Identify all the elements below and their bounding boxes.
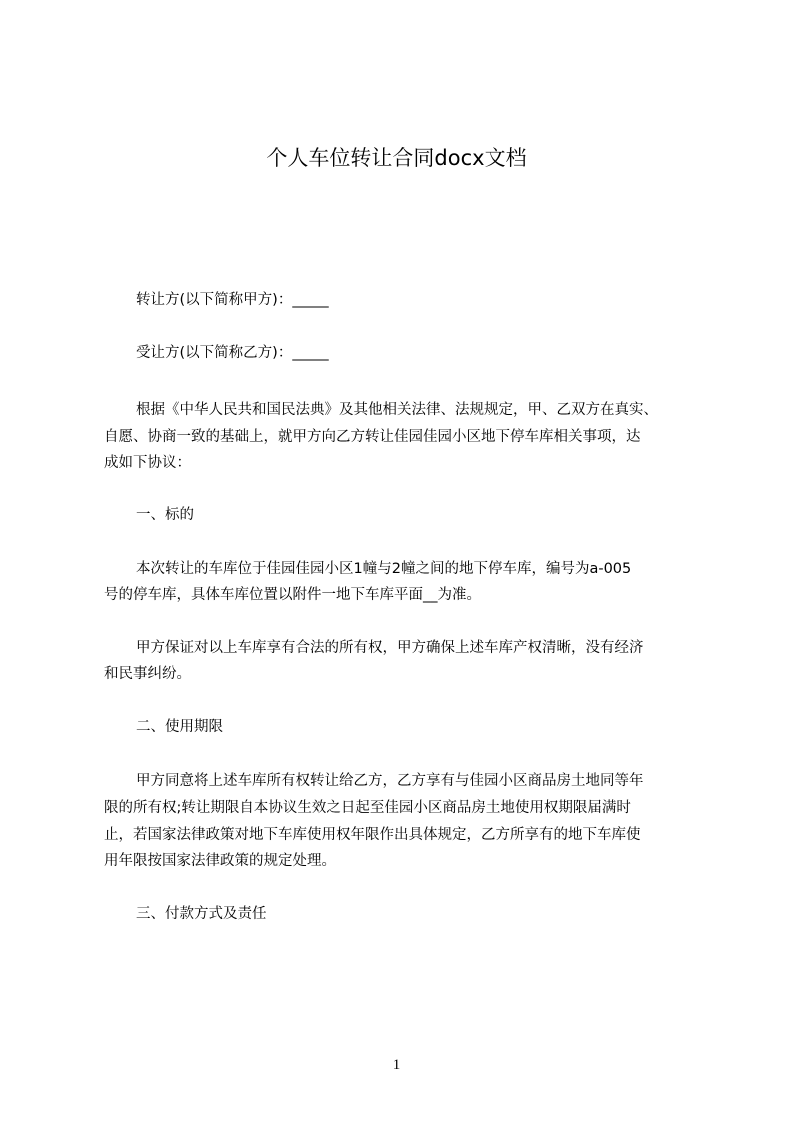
term-paragraph-line-3: 止，若国家法律政策对地下车库使用权年限作出具体规定，乙方所享有的地下车库使 [104,827,641,843]
term-paragraph-line-1: 甲方同意将上述车库所有权转让给乙方，乙方享有与佳园小区商品房土地同等年 [136,773,644,789]
transferee-line: 受让方(以下简称乙方)：_____ [136,345,329,361]
document-title: 个人车位转让合同docx文档 [266,146,527,170]
ownership-paragraph-line-2: 和民事纠纷。 [104,666,191,682]
term-paragraph-line-4: 用年限按国家法律政策的规定处理。 [104,853,336,869]
section-heading-term: 二、使用期限 [136,719,223,735]
ownership-paragraph-line-1: 甲方保证对以上车库享有合法的所有权，甲方确保上述车库产权清晰，没有经济 [136,640,644,656]
preamble-line-1: 根据《中华人民共和国民法典》及其他相关法律、法规规定，甲、乙双方在真实、 [136,402,658,418]
preamble-line-2: 自愿、协商一致的基础上，就甲方向乙方转让佳园佳园小区地下停车库相关事项，达 [104,429,641,445]
subject-paragraph-line-2: 号的停车库，具体车库位置以附件一地下车库平面__为准。 [104,587,481,603]
section-heading-subject: 一、标的 [136,507,194,523]
page-number: 1 [392,1057,401,1073]
preamble-line-3: 成如下协议： [104,455,191,471]
transferor-line: 转让方(以下简称甲方)：_____ [136,292,329,308]
term-paragraph-line-2: 限的所有权;转让期限自本协议生效之日起至佳园小区商品房土地使用权期限届满时 [104,800,631,816]
section-heading-payment: 三、付款方式及责任 [136,906,267,922]
subject-paragraph-line-1: 本次转让的车库位于佳园佳园小区1幢与2幢之间的地下停车库，编号为a-005 [136,561,632,577]
